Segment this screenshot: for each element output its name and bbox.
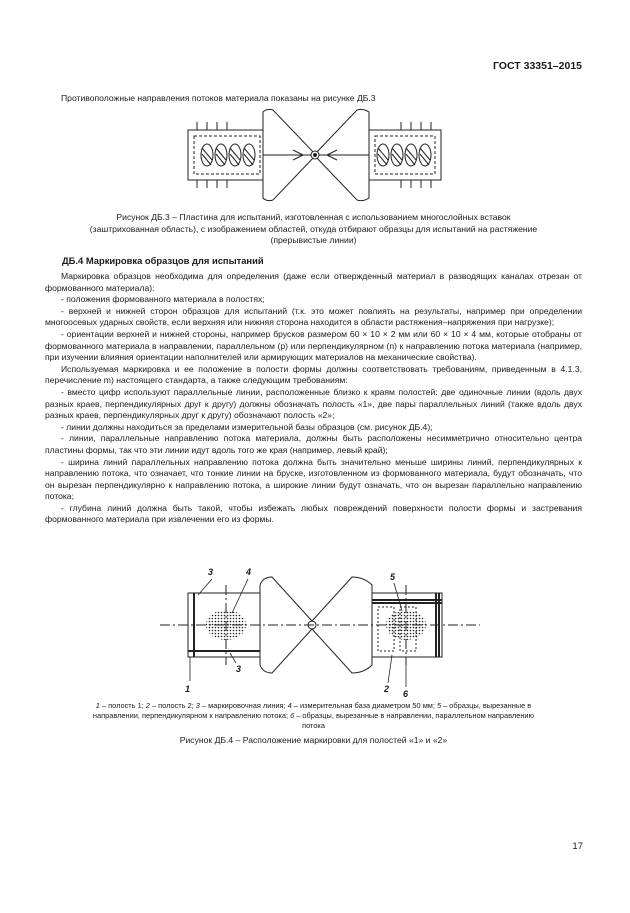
legend-key: 5 xyxy=(436,701,442,710)
legend-text: – маркировочная линия; xyxy=(199,701,288,710)
legend-key: 6 xyxy=(290,711,295,720)
legend-text: – полость 1; xyxy=(99,701,146,710)
paragraph: - линии, параллельные направлению потока материала, должны быть расположены несимметрично относительно центра пластины формы, так что эти линии идут вдоль того же края (например, левый край); xyxy=(45,433,582,455)
legend-text: – образцы, вырезанные в xyxy=(441,701,532,710)
legend-key: 4 xyxy=(287,701,292,710)
figure-db4-drawing xyxy=(160,563,480,698)
paragraph: - ширина линий параллельных направлению потока должна быть значительно меньше ширины линий, перпендикулярных к направлению потока, что означает, что тонкие линии на бруске, изготовленном из формованного материала, будут обозначать, что он вырезан перпендикулярно к направлению потока, а широкие линии будут означать, что он вырезан параллельно направлению потока; xyxy=(45,456,582,502)
figure-db4-caption: Рисунок ДБ.4 – Расположение маркировки для полостей «1» и «2» xyxy=(179,735,448,745)
paragraph: - линии должны находиться за пределами измерительной базы образцов (см. рисунок ДБ.4); xyxy=(61,421,433,432)
paragraph: - верхней и нижней сторон образцов для испытаний (т.к. это может повлиять на результаты, например при определении многоосевых ударных свойств, если верхняя или нижняя сторона находится в области растяжения–напряжения при нагрузке); xyxy=(45,305,582,328)
section-body xyxy=(45,271,582,526)
figure-db3-caption-line: Рисунок ДБ.3 – Пластина для испытаний, изготовленная с использованием многослойных вставок xyxy=(116,212,511,222)
legend-key: 3 xyxy=(195,701,200,710)
figure-db3-drawing xyxy=(185,108,445,204)
legend-key: 2 xyxy=(145,701,150,710)
label-4: 4 xyxy=(246,567,252,577)
right-hatched-inserts xyxy=(377,144,431,166)
paragraph: - глубина линий должна быть такой, чтобы избежать любых повреждений поверхности полости формы и застревания формованного материала при извлечении его из формы. xyxy=(45,502,582,525)
label-2: 2 xyxy=(384,684,390,694)
left-hatched-inserts xyxy=(201,144,255,166)
label-6: 6 xyxy=(403,689,409,698)
legend-line: потока xyxy=(302,721,325,730)
label-3-bottom: 3 xyxy=(236,664,242,674)
section-title: ДБ.4 Маркировка образцов для испытаний xyxy=(62,255,264,266)
legend-line xyxy=(45,711,582,721)
figure-db3-caption-line: (заштрихованная область), с изображением областей, откуда отбирают образцы для испытаний на растяжение xyxy=(89,223,538,234)
paragraph: Маркировка образцов необходима для определения (даже если отвержденный материал в разводящих каналах отрезан от формованного материала): xyxy=(45,271,582,293)
legend-text: – измерительная база диаметром 50 мм; xyxy=(291,701,437,710)
figure-db4-legend xyxy=(45,701,582,731)
figure-db3-caption-line: (прерывистые линии) xyxy=(270,235,357,246)
paragraph: - ориентации верхней и нижней стороны, например брусков размером 60 × 10 × 2 мм или 60 × 10 × 4 мм, которые отобраны от формованного материала в направлении, параллельном (p) или перпендикулярном (n) к направлению потока материала (например, при изучении влияния ориентации наполнителей или армирующих материалов на механические свойства). xyxy=(45,328,582,363)
label-3-top: 3 xyxy=(208,567,214,577)
gauge-area-right xyxy=(386,610,426,640)
standard-header: ГОСТ 33351–2015 xyxy=(492,60,582,72)
intro-text: Противоположные направления потоков материала показаны на рисунке ДБ.3 xyxy=(61,93,376,103)
paragraph: - вместо цифр используют параллельные линии, расположенные близко к краям полостей: две одиночные линии (вдоль двух разных краев, перпендикулярных друг к другу) должны обозначать полость «1», две пары параллельных линий (также вдоль двух разных краев, перпендикулярных друг к другу) обозначают полость «2»; xyxy=(45,386,582,421)
paragraph: Используемая маркировка и ее положение в полости формы должны соответствовать требованиям, приведенным в 4.1.3, перечисление m) настоящего стандарта, а также следующим требованиям: xyxy=(45,363,582,386)
legend-line xyxy=(45,701,582,711)
page-number: 17 xyxy=(572,841,583,852)
label-1: 1 xyxy=(185,684,191,694)
figure-db3-caption xyxy=(45,212,582,247)
legend-text: направлении, перпендикулярном к направлению потока; xyxy=(92,711,291,720)
legend-text: – образцы, вырезанные в направлении, параллельном направлению xyxy=(294,711,535,720)
gauge-area-left xyxy=(206,610,246,640)
legend-key: 1 xyxy=(95,701,100,710)
label-5: 5 xyxy=(390,572,396,582)
paragraph: - положения формованного материала в полостях; xyxy=(61,294,265,305)
legend-text: – полость 2; xyxy=(149,701,196,710)
